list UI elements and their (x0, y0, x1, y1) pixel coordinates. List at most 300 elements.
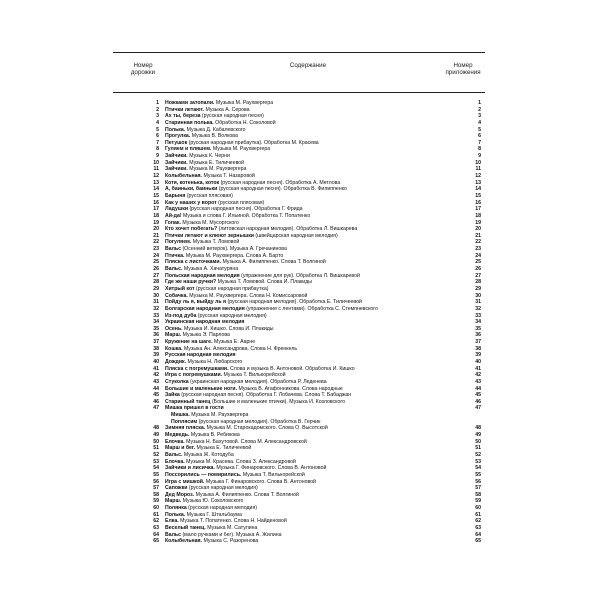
track-credits: Музыка Т. Вилькорейской (241, 471, 305, 478)
appendix-number: 61 (475, 511, 481, 518)
track-title-main: Елка. (165, 518, 179, 525)
track-title-main: Полька. (165, 126, 186, 133)
track-title-main: Кружение на шаге. (165, 339, 213, 346)
appendix-number: 20 (475, 226, 481, 233)
appendix-number: 6 (478, 133, 481, 140)
track-title-main: Поссорились — помирились. (165, 471, 242, 478)
appendix-number: 23 (475, 246, 481, 253)
track-title-main: Вальс. (165, 451, 183, 458)
track-title-main: Старинная полька. (165, 119, 214, 126)
track-title-main: Поплясим (171, 418, 198, 425)
list-item (113, 445, 485, 452)
appendix-number: 65 (475, 538, 481, 545)
track-credits: Музыка Ю. Соколовского (181, 498, 244, 505)
appendix-number: 7 (478, 139, 481, 146)
list-item (113, 512, 485, 519)
appendix-number: 13 (475, 179, 481, 186)
list-item (113, 120, 485, 127)
track-title-main: Дождик. (165, 358, 187, 365)
track-number: 60 (153, 505, 159, 512)
track-credits: Музыка М. Красева. Слова З. Александровой (184, 458, 296, 465)
track-credits: Музыка и слова Г. Ильиной. Обработка Т. Попатенко (181, 212, 311, 219)
list-item (113, 346, 485, 353)
track-title-main: Игра с погремушками. (165, 372, 223, 379)
track-number: 53 (153, 458, 159, 465)
track-title-main: Зайчики. (165, 166, 188, 173)
track-credits: (русская плясовая) (185, 192, 233, 199)
track-credits: Музыка И. Кишко. Слова И. Плакиды (182, 325, 274, 332)
list-item (113, 100, 485, 107)
track-title-main: Стуколка (165, 378, 189, 385)
track-credits: Музыка Н. Любарского (186, 358, 243, 365)
track-number: 51 (153, 445, 159, 452)
appendix-number: 37 (475, 339, 481, 346)
track-credits: Музыка М. Сатулина (205, 525, 258, 531)
track-credits: Музыка В. Ребикова (189, 432, 240, 439)
list-item (113, 226, 485, 233)
track-title-main: Птички летают и клюют зернышки (165, 232, 254, 239)
track-credits: Музыка А. Хачатуряна (182, 266, 239, 273)
track-number: 54 (153, 465, 159, 472)
list-item (113, 266, 485, 273)
list-item (113, 425, 485, 432)
track-number: 18 (153, 212, 159, 219)
list-item (113, 379, 485, 386)
track-credits: (русская народная мелодия). Обработка Е. Тиличеевой (226, 299, 362, 306)
appendix-number: 43 (475, 378, 481, 385)
list-item (113, 372, 485, 379)
track-credits: Музыка М. Раухвергера (189, 412, 249, 419)
list-item (113, 538, 485, 545)
track-number: 55 (153, 471, 159, 478)
track-number: 13 (153, 179, 159, 186)
track-title-main: Полька. (165, 511, 186, 518)
track-credits: Музыка Т. Ломовой (191, 239, 240, 246)
track-title-main: Гопак. (165, 219, 181, 226)
track-title-main: Из-под дуба (165, 312, 197, 319)
track-number: 19 (153, 219, 159, 226)
track-credits: Музыка А. Серова (204, 106, 250, 113)
list-item (113, 412, 485, 419)
track-number: 42 (153, 372, 159, 379)
track-title-main: Зимняя пляска. (165, 425, 206, 432)
track-number: 38 (153, 345, 159, 352)
appendix-number: 45 (475, 392, 481, 399)
track-number: 49 (153, 432, 159, 439)
track-title-main: Марш. (165, 332, 182, 339)
list-item (113, 253, 485, 260)
list-item (113, 173, 485, 180)
track-number: 28 (153, 279, 159, 286)
table-header (113, 52, 485, 93)
track-credits: Музыка М. Раухвергера (211, 146, 271, 153)
appendix-number: 50 (475, 438, 481, 445)
appendix-number: 21 (475, 232, 481, 239)
list-item (113, 452, 485, 459)
track-title-main: Дед Мороз. (165, 491, 195, 498)
track-title-main: Кто хочет побегать? (165, 226, 218, 233)
track-credits: Музыка Т. Попатенко. Слова Н. Найденовой (178, 518, 287, 525)
track-credits: Слова и музыка В. Антоновой. Обработка И. Кишко (228, 365, 355, 372)
appendix-number: 18 (475, 212, 481, 219)
list-item (113, 166, 485, 173)
track-title-main: Медведь. (165, 432, 190, 439)
list-item (113, 465, 485, 472)
track-credits: Музыка Т. Вилькорейской (222, 372, 286, 379)
appendix-number: 64 (475, 531, 481, 538)
track-credits: Музыка Г. Финаровского. Слова В. Антоновой (204, 478, 316, 485)
track-credits: Музыка М. Старокадомского. Слова О. Высотской (205, 425, 328, 432)
appendix-number: 40 (475, 358, 481, 365)
appendix-number: 22 (475, 239, 481, 246)
appendix-number: 60 (475, 505, 481, 512)
track-number: 9 (156, 153, 159, 160)
track-title-main: Где же наши ручки? (165, 279, 217, 286)
track-credits: (русская народная песня). Обработка Г. Лобачева. Слова Т. Бабаджан (179, 392, 352, 399)
contents-list (113, 100, 485, 545)
track-number: 1 (156, 100, 159, 106)
list-item (113, 479, 485, 486)
appendix-number: 35 (475, 325, 481, 332)
track-credits: (швейцарская народная мелодия) (253, 232, 338, 239)
track-number: 6 (156, 133, 159, 140)
list-item (113, 352, 485, 359)
track-credits: Музыка М. Раухвергера (214, 100, 274, 106)
track-credits: (русская народная мелодия) (186, 505, 257, 512)
track-title-main: Петушок (165, 139, 188, 146)
appendix-number: 3 (478, 113, 481, 120)
track-number: 40 (153, 358, 159, 365)
list-item (113, 313, 485, 320)
track-number: 44 (153, 385, 159, 392)
track-credits: (русская народная песня). Обработка В. Филиппенко (217, 186, 347, 193)
track-number: 7 (156, 139, 159, 146)
track-title-main: Ай-да! (165, 212, 182, 219)
appendix-number: 53 (475, 458, 481, 465)
list-item (113, 113, 485, 120)
appendix-number: 56 (475, 478, 481, 485)
appendix-number: 46 (475, 398, 481, 405)
track-credits: Музыка М. Мусоргского (180, 219, 239, 226)
track-title-main: Болгарская народная мелодия (165, 305, 245, 312)
track-credits: (украинская народная мелодия). Обработка Р. Леденева (188, 378, 327, 385)
track-title-main: Гуляем и пляшем. (165, 146, 212, 153)
track-title (165, 538, 455, 545)
track-credits: (русская народная песня) (200, 113, 264, 120)
appendix-number: 8 (478, 146, 481, 153)
track-number: 31 (153, 299, 159, 306)
track-number: 3 (156, 113, 159, 120)
track-number: 39 (153, 352, 159, 359)
appendix-number: 63 (475, 525, 481, 531)
list-item (113, 233, 485, 240)
track-credits: Музыка Д. Кабалевского (185, 126, 246, 133)
header-track-number: Номер дорожки (130, 62, 156, 76)
track-number: 34 (153, 319, 159, 326)
track-number: 22 (153, 239, 159, 246)
list-item (113, 392, 485, 399)
track-title-main: Ладушки (165, 206, 189, 213)
track-credits: (русская народная мелодия) (196, 312, 267, 319)
list-item (113, 439, 485, 446)
appendix-number: 57 (475, 485, 481, 492)
list-item (113, 140, 485, 147)
appendix-number: 31 (475, 299, 481, 306)
track-number: 32 (153, 305, 159, 312)
list-item (113, 399, 485, 406)
track-number: 33 (153, 312, 159, 319)
track-title-main: Ах ты, береза (165, 113, 201, 120)
track-credits: Музыка А. Филиппенко. Слова Т. Волгиной (194, 491, 299, 498)
track-credits: (Осенний ветерок). Музыка А. Гречанинова (181, 246, 287, 253)
track-title-main: Вальс. (165, 266, 183, 273)
list-item (113, 239, 485, 246)
list-item (113, 432, 485, 439)
list-item (113, 206, 485, 213)
track-title-main: Птички летают. (165, 106, 204, 113)
appendix-number: 52 (475, 451, 481, 458)
track-number: 16 (153, 199, 159, 206)
list-item (113, 532, 485, 539)
appendix-number: 55 (475, 471, 481, 478)
track-number: 14 (153, 186, 159, 193)
track-credits: Музыка Н. Бахутовой. Слова М. Александровской (184, 438, 307, 445)
track-credits: Музыка В. Агафонникова. Слова народные (237, 385, 343, 392)
track-number: 20 (153, 226, 159, 233)
track-title-main: Польская народная мелодия (165, 272, 240, 279)
track-title-main: Как у наших у ворот (165, 199, 217, 206)
track-title-main: Украинская народная мелодия (165, 319, 245, 326)
appendix-number: 10 (475, 159, 481, 166)
appendix-number: 17 (475, 206, 481, 213)
track-number: 48 (153, 425, 159, 432)
list-item (113, 293, 485, 300)
track-number: 2 (156, 106, 159, 113)
list-item (113, 286, 485, 293)
track-title-main: Ножками затопали. (165, 100, 215, 106)
track-credits: Музыка Ан. Александрова. Слова Н. Френкель (182, 345, 298, 352)
appendix-number: 32 (475, 305, 481, 312)
list-item (113, 107, 485, 114)
appendix-number: 34 (475, 319, 481, 326)
track-number: 45 (153, 392, 159, 399)
track-title-main: Пляска с погремушками. (165, 365, 229, 372)
track-title-main: Кошка. (165, 345, 183, 352)
track-title-main: Зайчики. (165, 153, 188, 160)
track-number: 10 (153, 159, 159, 166)
list-item (113, 153, 485, 160)
appendix-number: 2 (478, 106, 481, 113)
track-credits: (мало ручками и бег). Музыка А. Жилина (181, 531, 282, 538)
appendix-number: 19 (475, 219, 481, 226)
track-title-main: Хитрый кот (165, 285, 195, 292)
track-title-main: Погуляем. (165, 239, 192, 246)
track-title-main: Зайка (165, 392, 180, 399)
list-item (113, 419, 485, 426)
appendix-number: 14 (475, 186, 481, 193)
list-item (113, 306, 485, 313)
track-number: 12 (153, 173, 159, 180)
track-title-main: Зайчики и лисичка. (165, 465, 215, 472)
track-number: 5 (156, 126, 159, 133)
track-number: 37 (153, 339, 159, 346)
list-item (113, 472, 485, 479)
list-item (113, 525, 485, 532)
appendix-number: 24 (475, 252, 481, 259)
track-title-main: Прогулка. (165, 133, 191, 140)
track-title-main: Зайчики. (165, 159, 188, 166)
track-number: 52 (153, 451, 159, 458)
track-number: 62 (153, 518, 159, 525)
track-number: 30 (153, 292, 159, 299)
appendix-number: 47 (475, 405, 481, 412)
track-title-main: А, баиньки, баиньки (165, 186, 218, 193)
track-number: 64 (153, 531, 159, 538)
track-credits: (русская народная песня). Обработка Г. Фрида (188, 206, 303, 213)
appendix-number: 26 (475, 266, 481, 273)
track-title-main: Елочка. (165, 458, 185, 465)
track-credits: (русская народная мелодия) (187, 485, 258, 492)
list-item (113, 180, 485, 187)
appendix-number: 33 (475, 312, 481, 319)
track-number: 29 (153, 285, 159, 292)
track-number: 41 (153, 365, 159, 372)
track-title-main: Марш и бег. (165, 445, 196, 452)
track-number: 21 (153, 232, 159, 239)
appendix-number: 12 (475, 173, 481, 180)
track-title-main: Колыбельная. (165, 173, 202, 180)
list-item (113, 279, 485, 286)
appendix-number: 30 (475, 292, 481, 299)
track-credits: Музыка В. Волкова (190, 133, 238, 140)
list-item (113, 492, 485, 499)
track-credits: Музыка Е. Тиличеевой (195, 445, 252, 452)
track-number: 11 (153, 166, 159, 173)
track-title-main: Барыня (165, 192, 186, 199)
track-number: 63 (153, 525, 159, 531)
track-credits: Музыка А. Филиппенко. Слова Т. Волгиной (221, 259, 326, 266)
track-title-main: Мишка. (171, 412, 190, 419)
appendix-number: 11 (475, 166, 481, 173)
track-title-main: Пляска с листочками. (165, 259, 222, 266)
contents-page (113, 52, 485, 572)
track-credits: Музыка Е. Аарне (212, 339, 256, 346)
appendix-number: 42 (475, 372, 481, 379)
list-item (113, 326, 485, 333)
track-credits: (литовская народная мелодия). Обработка Л. Вишкарева (217, 226, 358, 233)
track-number: 57 (153, 485, 159, 492)
list-item (113, 299, 485, 306)
list-item (113, 186, 485, 193)
track-title-main: Марш. (165, 498, 182, 505)
list-item (113, 505, 485, 512)
track-credits: (русская народная песня). Обработка А. Метлова (219, 179, 341, 186)
list-item (113, 319, 485, 326)
list-item (113, 339, 485, 346)
track-credits: Музыка М. Раухвергера (187, 166, 247, 173)
appendix-number: 41 (475, 365, 481, 372)
track-credits: (русская народная прибаутка) (194, 285, 269, 292)
appendix-number: 15 (475, 192, 481, 199)
track-credits: Музыка Э. Парлова (181, 332, 230, 339)
list-item (113, 366, 485, 373)
list-item (113, 459, 485, 466)
appendix-number: 62 (475, 518, 481, 525)
track-number: 36 (153, 332, 159, 339)
track-title-main: Котя, котенька, коток (165, 179, 220, 186)
track-title-main: Большие и маленькие ноги. (165, 385, 238, 392)
appendix-number: 44 (475, 385, 481, 392)
appendix-number: 59 (475, 498, 481, 505)
track-title-main: Птичка. (165, 252, 185, 259)
track-credits: Музыка К. Черни (187, 153, 230, 160)
track-credits: Музыка Т. Ломовой. Слова И. Плакиды (216, 279, 312, 286)
list-item (113, 246, 485, 253)
track-credits: (русская народная мелодия). Обработка В. Герчик (197, 418, 321, 425)
appendix-number: 9 (478, 153, 481, 160)
track-credits: Музыка Е. Тиличеевой (187, 159, 245, 166)
track-number: 43 (153, 378, 159, 385)
track-title-main: Русская народная мелодия (165, 352, 236, 359)
list-item (113, 133, 485, 140)
track-credits: Музыка М. Раухвергера. Слова Н. Комиссаровой (187, 292, 308, 299)
list-item (113, 359, 485, 366)
list-item (113, 220, 485, 227)
track-number: 47 (153, 405, 159, 412)
appendix-number: 54 (475, 465, 481, 472)
track-credits: Музыка Ж. Котодубa (182, 451, 234, 458)
track-number: 15 (153, 192, 159, 199)
track-credits: Музыка Г. Финаровского. Слова В. Антоновой (214, 465, 327, 472)
track-number: 23 (153, 246, 159, 253)
track-number: 17 (153, 206, 159, 213)
track-credits: (упражнение для рук). Обработка Л. Вишкаревой (239, 272, 360, 279)
track-title-main: Веселый танец. (165, 525, 206, 531)
header-appendix-number: Номер приложения (445, 62, 481, 76)
list-item (113, 518, 485, 525)
list-item (113, 273, 485, 280)
list-item (113, 485, 485, 492)
appendix-number: 58 (475, 491, 481, 498)
list-item (113, 498, 485, 505)
track-number: 8 (156, 146, 159, 153)
track-number: 27 (153, 272, 159, 279)
list-item (113, 160, 485, 167)
track-title-main: Старинный танец (165, 398, 211, 405)
track-number: 61 (153, 511, 159, 518)
appendix-number: 39 (475, 352, 481, 359)
track-credits: (русская плясовая) (216, 199, 265, 206)
appendix-number: 27 (475, 272, 481, 279)
track-number: 56 (153, 478, 159, 485)
track-credits: Обработка Н. Соколовой (213, 119, 276, 126)
appendix-number: 49 (475, 432, 481, 439)
appendix-number: 36 (475, 332, 481, 339)
track-number: 58 (153, 491, 159, 498)
track-credits: Музыка Г. Штальбаума (185, 511, 242, 518)
track-number: 65 (153, 538, 159, 545)
appendix-number: 25 (475, 259, 481, 266)
track-title-main: Вальс (165, 531, 182, 538)
track-title-main: Пойду ль я, выйду ль я (165, 299, 227, 306)
list-item (113, 386, 485, 393)
track-credits: (русская народная прибаутка). Обработка М. Красева (187, 139, 319, 146)
track-title-main: Вальс (165, 246, 182, 253)
track-number: 50 (153, 438, 159, 445)
list-item (113, 200, 485, 207)
track-title-main: Мишка пришел в гости (165, 405, 224, 412)
track-title-main: Колыбельная. (165, 538, 202, 545)
